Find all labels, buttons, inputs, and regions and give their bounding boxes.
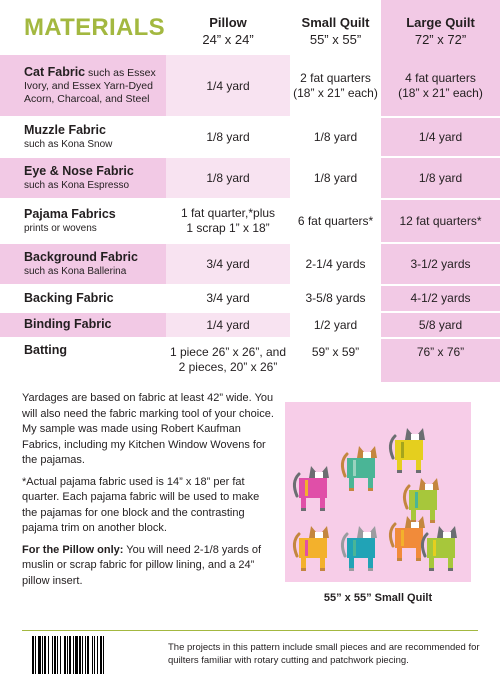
cell-small-quilt: 1/8 yard <box>290 117 381 157</box>
cell-large-quilt: 4 fat quarters (18” x 21” each) <box>381 55 500 117</box>
cat-muzzle <box>443 532 451 538</box>
cat-paw <box>397 558 402 561</box>
note-pillow: For the Pillow only: You will need 2-1/8 yards of muslin or scrap fabric for pillow lining, and a 24” pillow insert. <box>22 543 262 587</box>
cell-large-quilt: 4-1/2 yards <box>381 285 500 312</box>
cat-tail <box>342 454 347 476</box>
table-row-background-fabric: Background Fabric such as Kona Ballerina 3/4 yard 2-1/4 yards 3-1/2 yards <box>0 243 500 285</box>
cat-muzzle <box>315 472 323 478</box>
cat-tail <box>294 534 299 556</box>
cat-pajama-trim <box>305 480 308 496</box>
cell-small-quilt: 2-1/4 yards <box>290 243 381 285</box>
cat-pajama-trim <box>353 540 356 556</box>
cat-muzzle <box>363 452 371 458</box>
cat-paw <box>349 568 354 571</box>
table-row-backing-fabric: Backing Fabric 3/4 yard 3-5/8 yards 4-1/2 yards <box>0 285 500 312</box>
cat-muzzle <box>425 484 433 490</box>
cell-pillow: 1/8 yard <box>166 117 290 157</box>
cat-muzzle <box>315 532 323 538</box>
cat-body <box>395 440 423 460</box>
cell-pillow: 3/4 yard <box>166 243 290 285</box>
cat-body <box>299 538 327 558</box>
cell-small-quilt: 3-5/8 yards <box>290 285 381 312</box>
table-row-muzzle-fabric: Muzzle Fabric such as Kona Snow 1/8 yard 1/8 yard 1/4 yard <box>0 117 500 157</box>
cell-pillow: 1 piece 26” x 26”, and 2 pieces, 20” x 26” <box>166 338 290 382</box>
cell-pillow: 3/4 yard <box>166 285 290 312</box>
cat-paw <box>320 568 325 571</box>
cat-paw <box>301 508 306 511</box>
cat-body <box>395 528 423 548</box>
cell-small-quilt: 1/8 yard <box>290 157 381 199</box>
quilt-caption: 55” x 55” Small Quilt <box>323 592 433 604</box>
cell-large-quilt: 76” x 76” <box>381 338 500 382</box>
cat-tail <box>404 486 409 508</box>
table-row-pajama-fabrics: Pajama Fabrics prints or wovens 1 fat quarter,*plus 1 scrap 1” x 18” 6 fat quarters* 12 fat quarters* <box>0 199 500 243</box>
note-pajama-fabric: *Actual pajama fabric used is 14” x 18” per fat quarter. Each pajama fabric will be used to make the pajamas for one block and the contrasting pajama trim on another block. <box>22 475 260 534</box>
cat-body <box>347 458 375 478</box>
cat-tail <box>390 436 395 458</box>
cat-muzzle <box>411 434 419 440</box>
skill-level-note: The projects in this pattern include small pieces and are recommended for quilters familiar with rotary cutting and patchwork piecing. <box>168 642 480 666</box>
cat-body <box>409 490 437 510</box>
cat-pajama-trim <box>415 492 418 508</box>
column-header-large-quilt: Large Quilt 72” x 72” <box>406 15 475 47</box>
cat-muzzle <box>363 532 371 538</box>
table-row-eye-nose-fabric: Eye & Nose Fabric such as Kona Espresso 1/8 yard 1/8 yard 1/8 yard <box>0 157 500 199</box>
column-header-pillow: Pillow 24” x 24” <box>202 15 254 47</box>
cat-paw <box>349 488 354 491</box>
cell-pillow: 1/4 yard <box>166 312 290 338</box>
cat-tail <box>294 474 299 496</box>
cell-large-quilt: 1/4 yard <box>381 117 500 157</box>
cat-paw <box>320 508 325 511</box>
cat-muzzle <box>411 522 419 528</box>
note-yardage: Yardages are based on fabric at least 42” wide. You will also need the fabric marking tool of your choice. My sample was made using Robert Kaufman Fabrics, including my Kitchen Window Wovens for the pajamas. <box>22 392 274 466</box>
cell-small-quilt: 59” x 59” <box>290 338 381 382</box>
table-row-batting: Batting 1 piece 26” x 26”, and 2 pieces, 20” x 26” 59” x 59” 76” x 76” <box>0 338 500 382</box>
materials-notes <box>22 391 274 595</box>
cell-large-quilt: 12 fat quarters* <box>381 199 500 243</box>
table-row-cat-fabric: Cat Fabric such as Essex Ivory, and Essex Yarn-Dyed Acorn, Charcoal, and Steel 1/4 yard 2 fat quarters (18” x 21” each) 4 fat quarters (18” x 21” each) <box>0 55 500 117</box>
table-row-binding-fabric: Binding Fabric 1/4 yard 1/2 yard 5/8 yard <box>0 312 500 338</box>
cat-paw <box>368 488 373 491</box>
cat-paw <box>416 558 421 561</box>
cat-paw <box>430 520 435 523</box>
cat-paw <box>448 568 453 571</box>
cat-tail <box>342 534 347 556</box>
cat-paw <box>429 568 434 571</box>
column-header-small-quilt: Small Quilt 55” x 55” <box>301 15 370 47</box>
cell-pillow: 1/4 yard <box>166 55 290 117</box>
small-quilt-illustration <box>285 402 471 582</box>
quilt-cats-image <box>285 402 471 582</box>
cat-paw <box>301 568 306 571</box>
cell-small-quilt: 6 fat quarters* <box>290 199 381 243</box>
cat-pajama-trim <box>401 530 404 546</box>
cell-large-quilt: 1/8 yard <box>381 157 500 199</box>
cat-pajama-trim <box>401 442 404 458</box>
cell-small-quilt: 1/2 yard <box>290 312 381 338</box>
cat-paw <box>397 470 402 473</box>
cat-paw <box>368 568 373 571</box>
footer-divider <box>22 630 478 631</box>
materials-title: MATERIALS <box>24 14 165 41</box>
cat-paw <box>416 470 421 473</box>
cell-large-quilt: 5/8 yard <box>381 312 500 338</box>
cell-pillow: 1 fat quarter,*plus 1 scrap 1” x 18” <box>166 199 290 243</box>
cat-body <box>299 478 327 498</box>
cell-large-quilt: 3-1/2 yards <box>381 243 500 285</box>
cat-body <box>427 538 455 558</box>
cell-pillow: 1/8 yard <box>166 157 290 199</box>
cat-tail <box>422 534 427 556</box>
cat-pajama-trim <box>305 540 308 556</box>
cat-pajama-trim <box>353 460 356 476</box>
cat-pajama-trim <box>433 540 436 556</box>
barcode <box>32 636 144 674</box>
cat-body <box>347 538 375 558</box>
cat-tail <box>390 524 395 546</box>
cell-small-quilt: 2 fat quarters (18” x 21” each) <box>290 55 381 117</box>
